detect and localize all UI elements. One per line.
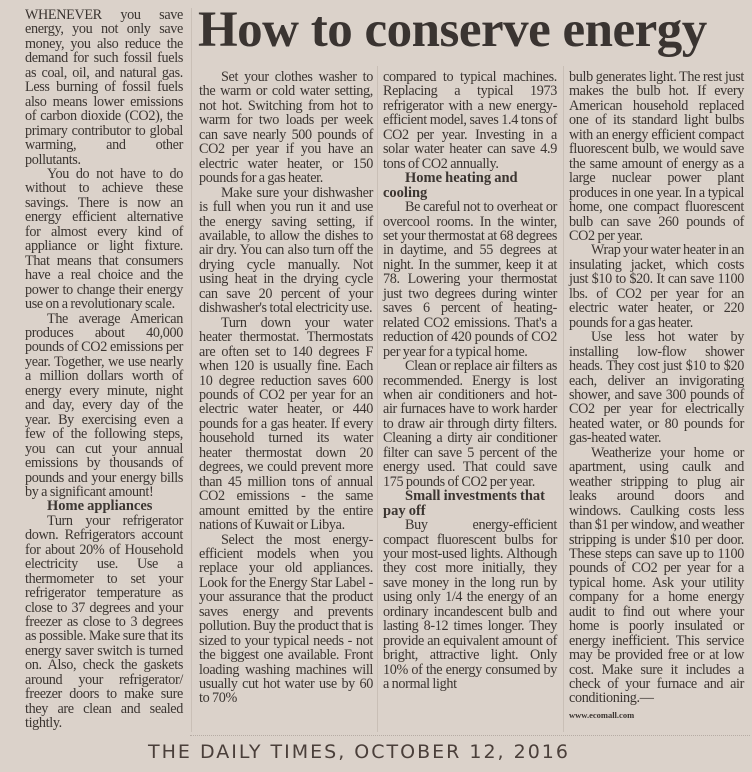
paragraph: compared to typical machines. Replacing a typical 1973 refrigerator with a new energy-efficient model, saves 1.4 tons of CO2 per year. Investing in a solar water heater can save 4.9 tons of CO2 annually. xyxy=(383,69,557,172)
paragraph: Set your clothes washer to the warm or cold water setting, not hot. Switching from hot to warm for two loads per week can save nearly 500 pounds of CO2 per year if you have an electric water heater, or 150 pounds for a gas heater. xyxy=(199,69,373,187)
intro-paragraph: WHENEVER you save energy, you not only save money, you also reduce the demand for such fossil fuels as coal, oil, and natural gas. Less burning of fossil fuels also means lower emissions of carbon dioxide (CO2), the primary contributor to global warming, and other pollutants. xyxy=(25,7,183,168)
paragraph: Clean or replace air filters as recommended. Energy is lost when air conditioners and hot-air furnaces have to work harder to draw air through dirty filters. Cleaning a dirty air conditioner filter can save 5 percent of the energy used. That could save 175 pounds of CO2 per year. xyxy=(383,358,557,490)
paragraph: Be careful not to overheat or overcool rooms. In the winter, set your thermostat at 68 degrees in daytime, and 55 degrees at night. In the summer, keep it at 78. Lowering your thermostat just two degrees during winter saves 6 percent of heating-related CO2 emissions. That's a reduction of 420 pounds of CO2 per year for a typical home. xyxy=(383,199,557,360)
column-1 xyxy=(25,8,183,731)
paragraph: Turn down your water heater thermostat. Thermostats are often set to 140 degrees F when 120 is usually fine. Each 10 degree reduction saves 600 pounds of CO2 per year for an electric water heater, or 440 pounds for a gas heater. If every household turned its water heater thermostat down 20 degrees, we could prevent more than 45 million tons of annual CO2 emissions - the same amount emitted by the entire nations of Kuwait or Libya. xyxy=(199,314,373,534)
column-rule xyxy=(377,66,378,732)
paragraph: Buy energy-efficient compact fluorescent bulbs for your most-used lights. Although they cost more initially, they save money in the long run by using only 1/4 the energy of an ordinary incandescent bulb and lasting 8-12 times longer. They provide an equivalent amount of bright, attractive light. Only 10% of the energy consumed by a normal light xyxy=(383,517,557,693)
subheading-home-appliances: Home appliances xyxy=(47,498,153,515)
column-rule xyxy=(563,66,564,732)
handwritten-date-note: THE DAILY TIMES, OCTOBER 12, 2016 xyxy=(148,741,570,763)
headline: How to conserve energy xyxy=(198,2,707,58)
column-3 xyxy=(383,70,557,691)
subheading-home-heating: Home heating and cooling xyxy=(383,170,518,201)
paragraph: Select the most energy-efficient models when you replace your old appliances. Look for the Energy Star Label - your assurance that the product saves energy and prevents pollution. Buy the product that is sized to your typical needs - not the biggest one available. Front loading washing machines will usually cut hot water use by 60 to 70% xyxy=(199,531,373,707)
paragraph: Wrap your water heater in an insulating jacket, which costs just $10 to $20. It can save 1100 lbs. of CO2 per year for an electric water heater, or 220 pounds for a gas heater. xyxy=(569,242,744,331)
source-credit: www.ecomall.com xyxy=(569,709,635,720)
column-rule xyxy=(191,8,192,732)
column-2 xyxy=(199,70,373,706)
subheading-small-investments: Small investments that pay off xyxy=(383,488,545,519)
paragraph: Weatherize your home or apartment, using caulk and weather stripping to plug air leaks around doors and windows. Caulking costs less than $1 per window, and weather stripping is under $10 per door. These steps can save up to 1100 pounds of CO2 per year for a typical home. Ask your utility company for a home energy audit to find out where your home is poorly insulated or energy inefficient. This service may be provided free or at low cost. Make sure it includes a check of your furnace and air conditioning.— xyxy=(569,444,744,707)
paragraph: Turn your refrigerator down. Refrigerators account for about 20% of Household electricity use. Use a thermometer to set your refrigerator temperature as close to 37 degrees and your freezer as close to 3 degrees as possible. Make sure that its energy saver switch is turned on. Also, check the gaskets around your refrigerator/ freezer doors to make sure they are clean and sealed tightly. xyxy=(25,512,183,732)
paragraph: The average American produces about 40,000 pounds of CO2 emissions per year. Together, we use nearly a million dollars worth of energy every minute, night and day, every day of the year. By exercising even a few of the following steps, you can cut your annual emissions by thousands of pounds and your energy bills by a significant amount! xyxy=(25,310,183,500)
perforation-line xyxy=(190,735,750,736)
paragraph: bulb generates light. The rest just makes the bulb hot. If every American household replaced one of its standard light bulbs with an energy efficient compact fluorescent bulb, we would save the same amount of energy as a large nuclear power plant produces in one year. In a typical home, one compact fluorescent bulb can save 260 pounds of CO2 per year. xyxy=(569,69,744,244)
column-4 xyxy=(569,70,744,720)
paragraph: You do not have to do without to achieve these savings. There is now an energy efficient alternative for almost every kind of appliance or light fixture. That means that consumers have a real choice and the power to change their energy use on a revolutionary scale. xyxy=(25,165,183,313)
paragraph: Make sure your dishwasher is full when you run it and use the energy saving setting, if available, to allow the dishes to air dry. You can also turn off the drying cycle manually. Not using heat in the drying cycle can save 20 percent of your dishwasher's total electricity use. xyxy=(199,184,373,317)
paragraph: Use less hot water by installing low-flow shower heads. They cost just $10 to $20 each, deliver an invigorating shower, and save 300 pounds of CO2 per year for electrically heated water, or 80 pounds for gas-heated water. xyxy=(569,329,744,447)
